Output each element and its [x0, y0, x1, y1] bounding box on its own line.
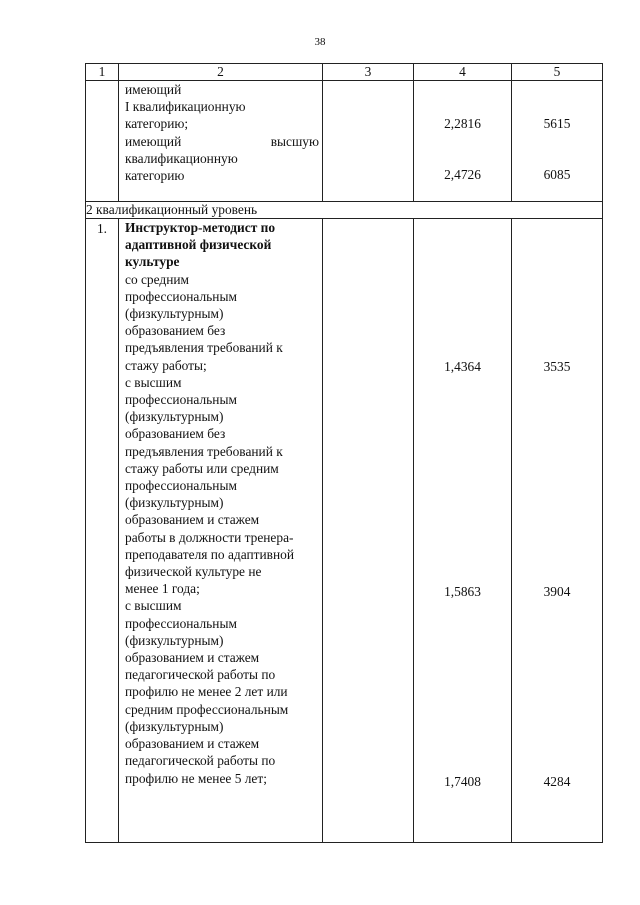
- salary-value: 4284: [543, 774, 571, 789]
- header-col-5: 5: [512, 64, 603, 81]
- coefficient-value: 1,7408: [444, 774, 481, 789]
- position-title-line: Инструктор-методист по: [125, 220, 276, 235]
- number-cell: [86, 81, 119, 202]
- description-line: профессиональным: [125, 288, 237, 304]
- description-line: профессиональным: [125, 478, 237, 494]
- description-line: (физкультурным): [125, 632, 224, 648]
- coefficient-value: 2,4726: [444, 167, 481, 182]
- header-col-4: 4: [414, 64, 512, 81]
- empty-cell: [323, 81, 414, 202]
- row-number: 1.: [86, 219, 119, 843]
- description-line: образованием без: [125, 426, 226, 442]
- description-line: образованием и стажем: [125, 736, 260, 752]
- description-line: профессиональным: [125, 392, 237, 408]
- salary-value: 3904: [543, 584, 571, 599]
- salary-value: 6085: [543, 167, 571, 182]
- description-line: менее 1 года;: [125, 581, 200, 597]
- description-line: (физкультурным): [125, 306, 224, 322]
- coefficient-cell: [414, 219, 512, 843]
- description-line: средним профессиональным: [125, 701, 289, 717]
- salary-value: 3535: [543, 359, 571, 374]
- header-col-3: 3: [323, 64, 414, 81]
- level-label: 2 квалификационный уровень: [86, 202, 603, 219]
- coefficient-value: 1,4364: [444, 359, 481, 374]
- description-line: (физкультурным): [125, 718, 224, 734]
- description-line: (физкультурным): [125, 495, 224, 511]
- position-title-line: культуре: [125, 254, 180, 270]
- description-line: профилю не менее 5 лет;: [125, 770, 267, 786]
- description-line: стажу работы или средним: [125, 460, 279, 476]
- description-line: образованием и стажем: [125, 650, 260, 666]
- description-line: педагогической работы по: [125, 753, 276, 769]
- description-line: образованием без: [125, 323, 226, 339]
- description-line: физической культуре не: [125, 564, 262, 580]
- salary-table: [85, 63, 603, 843]
- description-line: преподавателя по адаптивной: [125, 546, 295, 562]
- description-line: со средним: [125, 271, 190, 287]
- header-col-1: 1: [86, 64, 119, 81]
- justified-word: высшую: [270, 133, 319, 149]
- page-number: 38: [314, 36, 326, 48]
- description-line: педагогической работы по: [125, 667, 276, 683]
- position-line: категорию: [125, 168, 185, 184]
- salary-cell: [512, 219, 603, 843]
- description-line: профилю не менее 2 лет или: [125, 684, 288, 700]
- table-header-row: [86, 64, 603, 81]
- table-row: [86, 81, 603, 202]
- salary-value: 5615: [543, 116, 571, 131]
- table-row: [86, 219, 603, 843]
- description-line: профессиональным: [125, 615, 237, 631]
- position-title-line: адаптивной физической: [125, 237, 272, 253]
- position-line-justified: [125, 133, 319, 150]
- description-line: с высшим: [125, 374, 182, 390]
- header-col-2: 2: [119, 64, 323, 81]
- coefficient-value: 2,2816: [444, 116, 481, 131]
- description-line: с высшим: [125, 598, 182, 614]
- coefficient-cell: [414, 81, 512, 202]
- position-line: имеющий: [125, 82, 182, 97]
- description-line: образованием и стажем: [125, 512, 260, 528]
- position-cell: [119, 219, 323, 843]
- position-line: квалификационную: [125, 150, 238, 166]
- salary-cell: [512, 81, 603, 202]
- description-line: предъявления требований к: [125, 443, 283, 459]
- description-line: стажу работы;: [125, 357, 207, 373]
- description-line: (физкультурным): [125, 409, 224, 425]
- description-line: предъявления требований к: [125, 340, 283, 356]
- coefficient-value: 1,5863: [444, 584, 481, 599]
- empty-cell: [323, 219, 414, 843]
- position-line: I квалификационную: [125, 99, 246, 115]
- position-line: категорию;: [125, 116, 189, 132]
- level-row: [86, 202, 603, 219]
- position-cell: [119, 81, 323, 202]
- description-line: работы в должности тренера-: [125, 529, 294, 545]
- justified-word: имеющий: [125, 133, 182, 149]
